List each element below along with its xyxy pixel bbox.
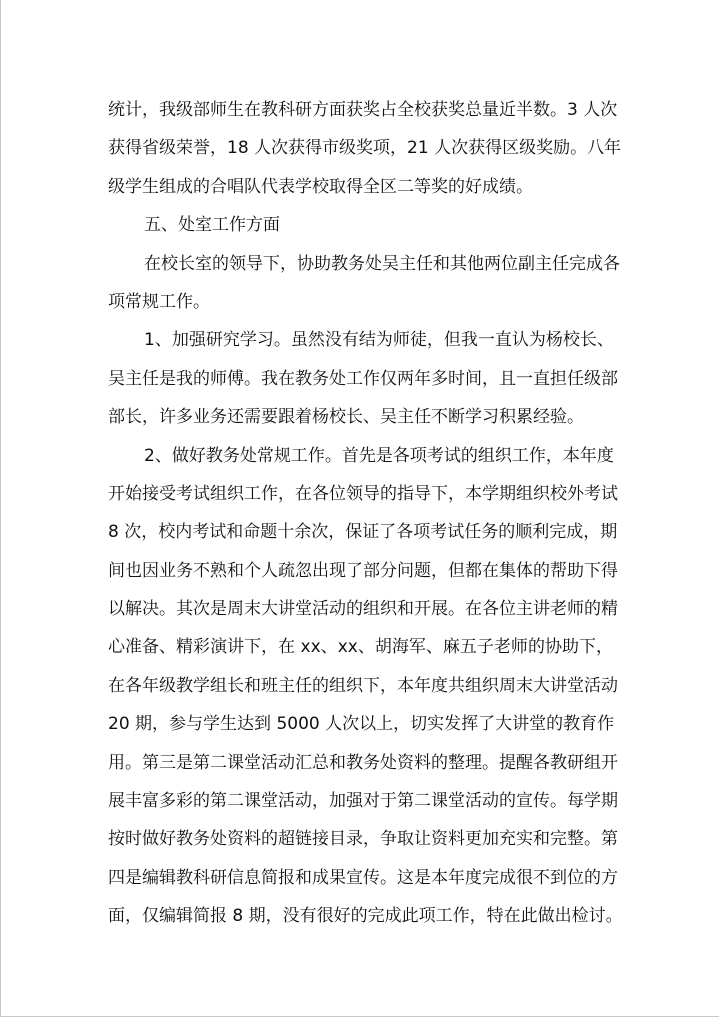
- paragraph-line: 20 期，参与学生达到 5000 人次以上，切实发挥了大讲堂的教育作: [108, 714, 615, 735]
- paragraph-line: 在各年级教学组长和班主任的组织下，本年度共组织周末大讲堂活动: [108, 675, 618, 696]
- paragraph-line: 心准备、精彩演讲下，在 xx、xx、胡海军、麻五子老师的协助下，: [108, 637, 613, 658]
- paragraph-line: 1、加强研究学习。虽然没有结为师徒，但我一直认为杨校长、: [144, 330, 614, 351]
- paragraph-line: 面，仅编辑简报 8 期，没有很好的完成此项工作，特在此做出检讨。: [108, 906, 623, 927]
- paragraph-line: 在校长室的领导下，协助教务处吴主任和其他两位副主任完成各: [144, 253, 620, 274]
- paragraph-line: 部长，许多业务还需要跟着杨校长、吴主任不断学习积累经验。: [108, 407, 584, 428]
- document-body: [108, 91, 623, 936]
- paragraph-line: 2、做好教务处常规工作。首先是各项考试的组织工作，本年度: [144, 445, 614, 466]
- paragraph-line: 间也因业务不熟和个人疏忽出现了部分问题，但都在集体的帮助下得: [108, 560, 618, 581]
- paragraph-line: 按时做好教务处资料的超链接目录，争取让资料更加充实和完整。第: [108, 829, 618, 850]
- paragraph-line: 获得省级荣誉，18 人次获得市级奖项，21 人次获得区级奖励。八年: [108, 138, 622, 159]
- paragraph-line: 用。第三是第二课堂活动汇总和教务处资料的整理。提醒各教研组开: [108, 752, 618, 773]
- paragraph-line: 级学生组成的合唱队代表学校取得全区二等奖的好成绩。: [108, 176, 533, 197]
- paragraph-line: 统计，我级部师生在教科研方面获奖占全校获奖总量近半数。3 人次: [108, 100, 618, 120]
- paragraph-line: 项常规工作。: [108, 291, 210, 312]
- paragraph-line: 吴主任是我的师傅。我在教务处工作仅两年多时间，且一直担任级部: [108, 368, 618, 389]
- section-heading: 五、处室工作方面: [144, 215, 280, 236]
- paragraph-line: 开始接受考试组织工作，在各位领导的指导下，本学期组织校外考试: [108, 483, 618, 504]
- paragraph-line: 以解决。其次是周末大讲堂活动的组织和开展。在各位主讲老师的精: [108, 599, 618, 620]
- paragraph-line: 展丰富多彩的第二课堂活动，加强对于第二课堂活动的宣传。每学期: [108, 791, 618, 812]
- paragraph-line: 四是编辑教科研信息简报和成果宣传。这是本年度完成很不到位的方: [108, 867, 618, 888]
- paragraph-line: 8 次，校内考试和命题十余次，保证了各项考试任务的顺利完成，期: [108, 522, 618, 543]
